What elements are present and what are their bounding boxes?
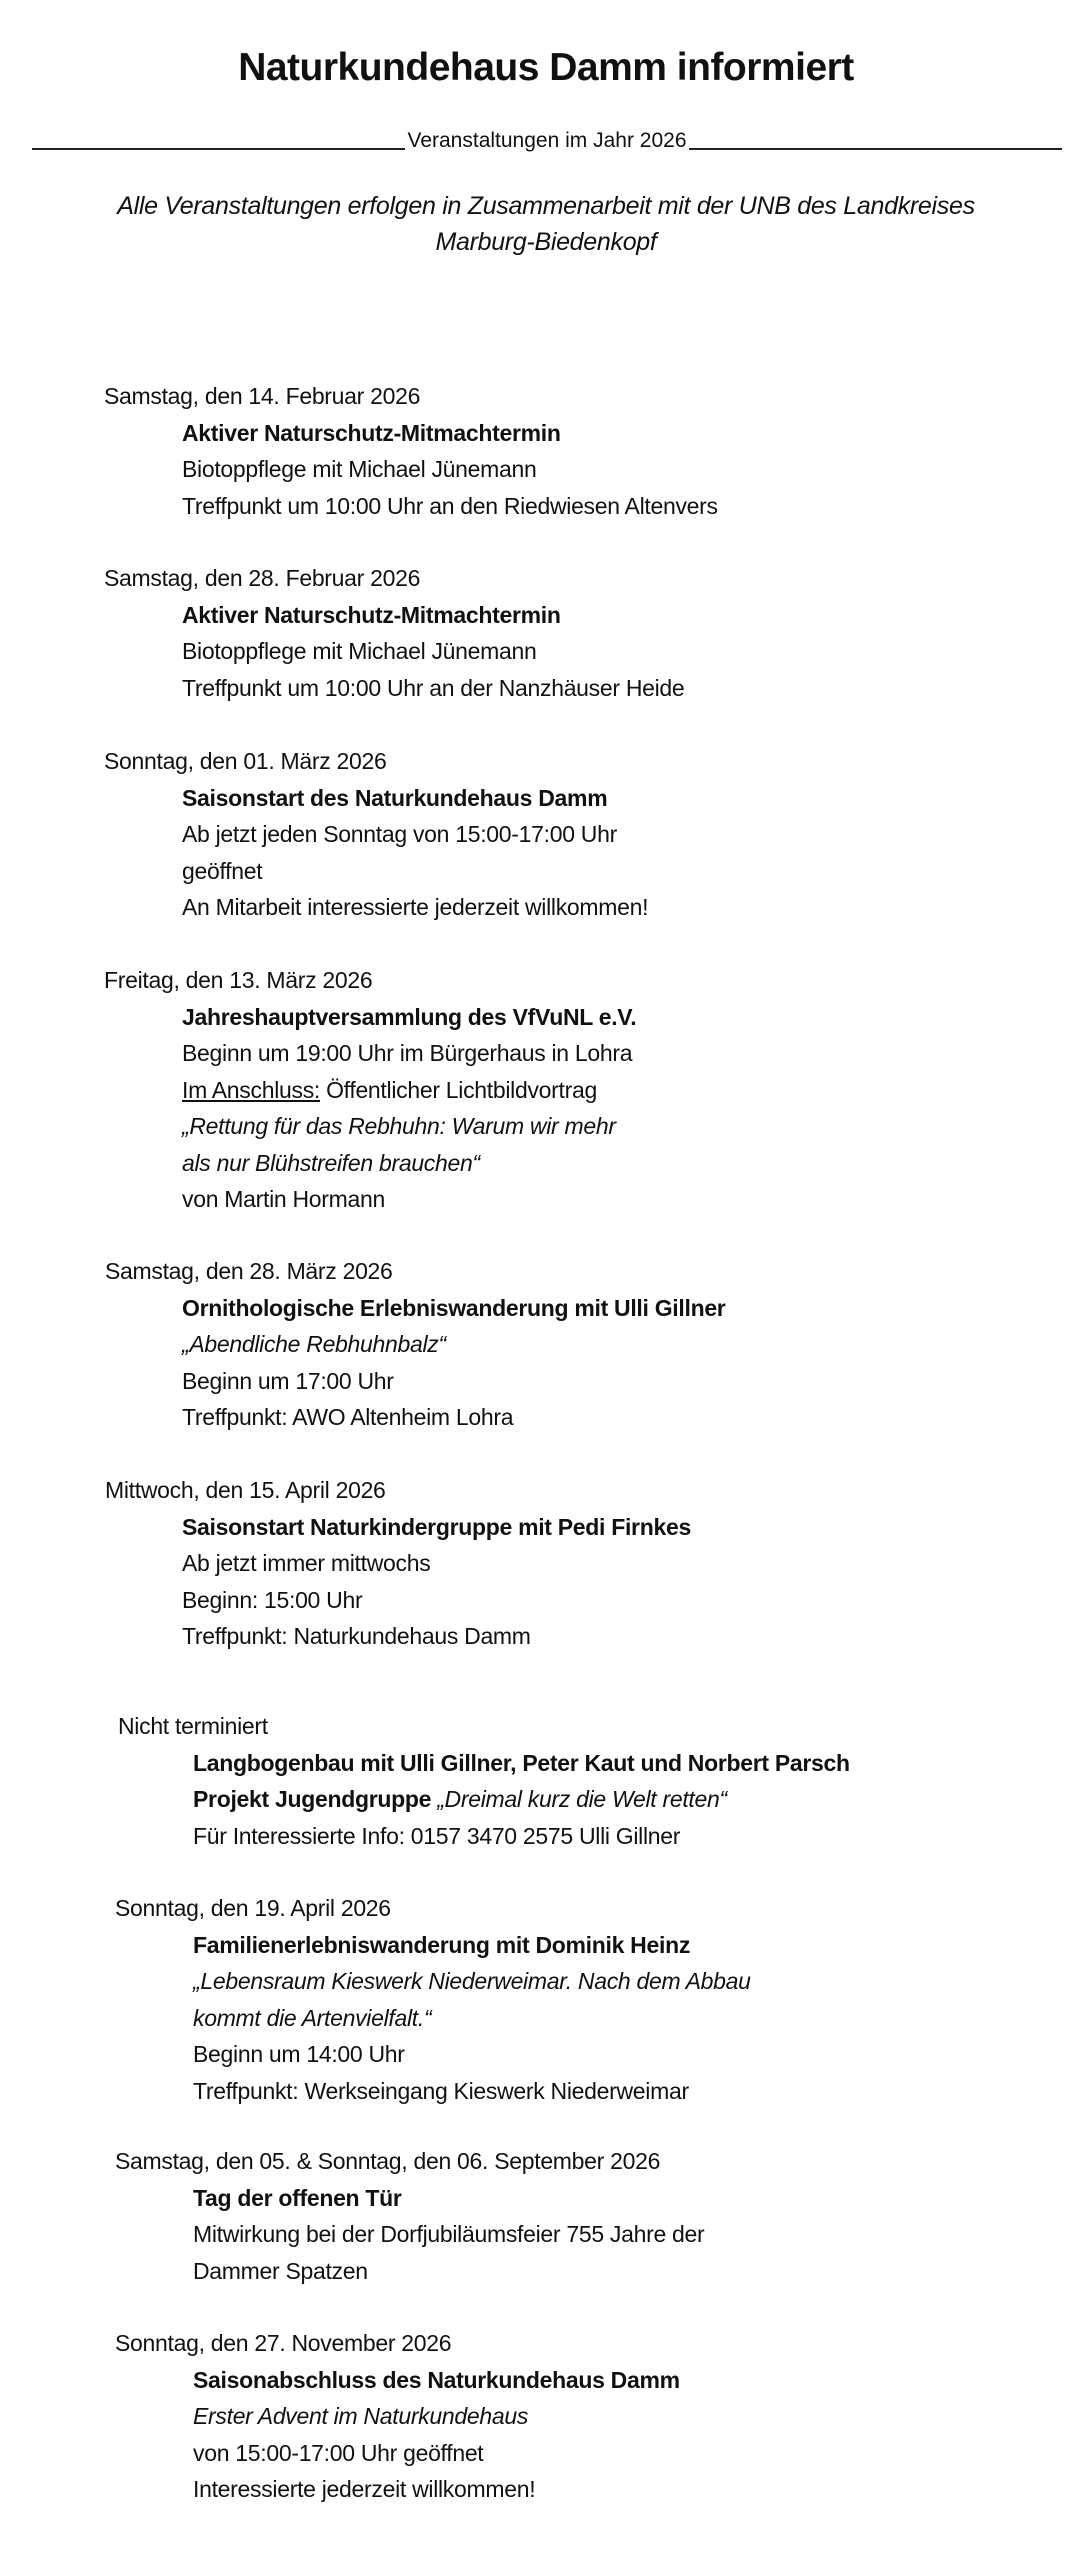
event-line: Treffpunkt um 10:00 Uhr an der Nanzhäuser Heide (182, 674, 685, 701)
event-line: Treffpunkt: Werkseingang Kieswerk Niederweimar (193, 2077, 689, 2104)
event-entry (115, 1890, 751, 2109)
event-line: An Mitarbeit interessierte jederzeit willkommen! (182, 894, 649, 920)
event-date: Sonntag, den 19. April 2026 (115, 1895, 391, 1921)
event-quote: Erster Advent im Naturkundehaus (193, 2403, 529, 2429)
project-quote: „Dreimal kurz die Welt retten“ (437, 1786, 727, 1812)
event-entry (104, 743, 648, 926)
event-entry (104, 962, 636, 1218)
followup-text: Öffentlicher Lichtbildvortrag (320, 1076, 597, 1103)
event-title: Saisonstart Naturkindergruppe mit Pedi Firnkes (182, 1513, 691, 1540)
event-project (193, 1781, 850, 1818)
event-date: Samstag, den 28. Februar 2026 (104, 565, 421, 591)
event-quote: kommt die Artenvielfalt.“ (193, 2004, 432, 2031)
event-line: Dammer Spatzen (193, 2257, 368, 2284)
intro-text (0, 188, 1092, 260)
event-line: Interessierte jederzeit willkommen! (193, 2476, 536, 2502)
page-title: Naturkundehaus Damm informiert (238, 46, 854, 89)
event-line: Mitwirkung bei der Dorfjubiläumsfeier 755 Jahre der (193, 2221, 705, 2247)
event-title: Saisonstart des Naturkundehaus Damm (182, 784, 608, 811)
event-quote: „Lebensraum Kieswerk Niederweimar. Nach dem Abbau (193, 1968, 751, 1994)
event-line: Beginn um 17:00 Uhr (182, 1367, 394, 1394)
event-quote: „Abendliche Rebhuhnbalz“ (182, 1331, 446, 1357)
event-line: geöffnet (182, 857, 263, 884)
project-label: Projekt Jugendgruppe (193, 1786, 438, 1812)
event-entry (105, 1253, 725, 1436)
event-line: Beginn: 15:00 Uhr (182, 1586, 363, 1613)
subtitle: Veranstaltungen im Jahr 2026 (407, 129, 687, 152)
event-entry (105, 1472, 691, 1655)
event-entry (115, 2143, 704, 2289)
divider-right (689, 147, 1062, 150)
divider-left (32, 147, 405, 150)
event-line: Treffpunkt: Naturkundehaus Damm (182, 1623, 531, 1649)
event-quote: als nur Blühstreifen brauchen“ (182, 1149, 480, 1176)
subtitle-line (32, 124, 1062, 154)
event-line: von 15:00-17:00 Uhr geöffnet (193, 2439, 484, 2466)
event-title: Jahreshauptversammlung des VfVuNL e.V. (182, 1003, 637, 1030)
event-entry (115, 2325, 680, 2508)
event-line: Ab jetzt immer mittwochs (182, 1550, 431, 1576)
intro-line-1: Alle Veranstaltungen erfolgen in Zusammenarbeit mit der UNB des Landkreises (117, 192, 975, 220)
event-title: Tag der offenen Tür (193, 2184, 402, 2211)
event-date: Samstag, den 28. März 2026 (105, 1258, 393, 1284)
event-date: Nicht terminiert (118, 1713, 268, 1739)
event-entry (118, 1708, 850, 1854)
event-line: Treffpunkt: AWO Altenheim Lohra (182, 1404, 514, 1430)
event-date: Sonntag, den 01. März 2026 (104, 748, 387, 774)
event-title: Langbogenbau mit Ulli Gillner, Peter Kaut und Norbert Parsch (193, 1749, 850, 1776)
event-followup (182, 1072, 636, 1109)
event-title: Familienerlebniswanderung mit Dominik Heinz (193, 1931, 691, 1958)
event-line: Beginn um 14:00 Uhr (193, 2041, 405, 2067)
event-entry (104, 378, 718, 524)
event-line: Treffpunkt um 10:00 Uhr an den Riedwiesen Altenvers (182, 492, 718, 519)
event-line: Beginn um 19:00 Uhr im Bürgerhaus in Lohra (182, 1040, 633, 1066)
event-line: Für Interessierte Info: 0157 3470 2575 Ulli Gillner (193, 1822, 681, 1849)
event-entry (104, 560, 684, 706)
event-date: Samstag, den 14. Februar 2026 (104, 383, 421, 409)
event-quote: „Rettung für das Rebhuhn: Warum wir mehr (182, 1113, 616, 1139)
event-line: Biotoppflege mit Michael Jünemann (182, 456, 537, 482)
followup-label: Im Anschluss: (182, 1076, 320, 1103)
event-title: Saisonabschluss des Naturkundehaus Damm (193, 2366, 680, 2393)
event-date: Freitag, den 13. März 2026 (104, 967, 373, 993)
event-title: Aktiver Naturschutz-Mitmachtermin (182, 601, 561, 628)
event-title: Ornithologische Erlebniswanderung mit Ulli Gillner (182, 1294, 726, 1321)
event-date: Samstag, den 05. & Sonntag, den 06. September 2026 (115, 2148, 661, 2174)
event-line: Biotoppflege mit Michael Jünemann (182, 638, 537, 664)
event-line: Ab jetzt jeden Sonntag von 15:00-17:00 Uhr (182, 821, 617, 847)
event-speaker: von Martin Hormann (182, 1186, 385, 1212)
event-date: Mittwoch, den 15. April 2026 (105, 1477, 386, 1503)
event-title: Aktiver Naturschutz-Mitmachtermin (182, 419, 561, 446)
intro-line-2: Marburg-Biedenkopf (435, 228, 657, 256)
event-date: Sonntag, den 27. November 2026 (115, 2330, 452, 2356)
